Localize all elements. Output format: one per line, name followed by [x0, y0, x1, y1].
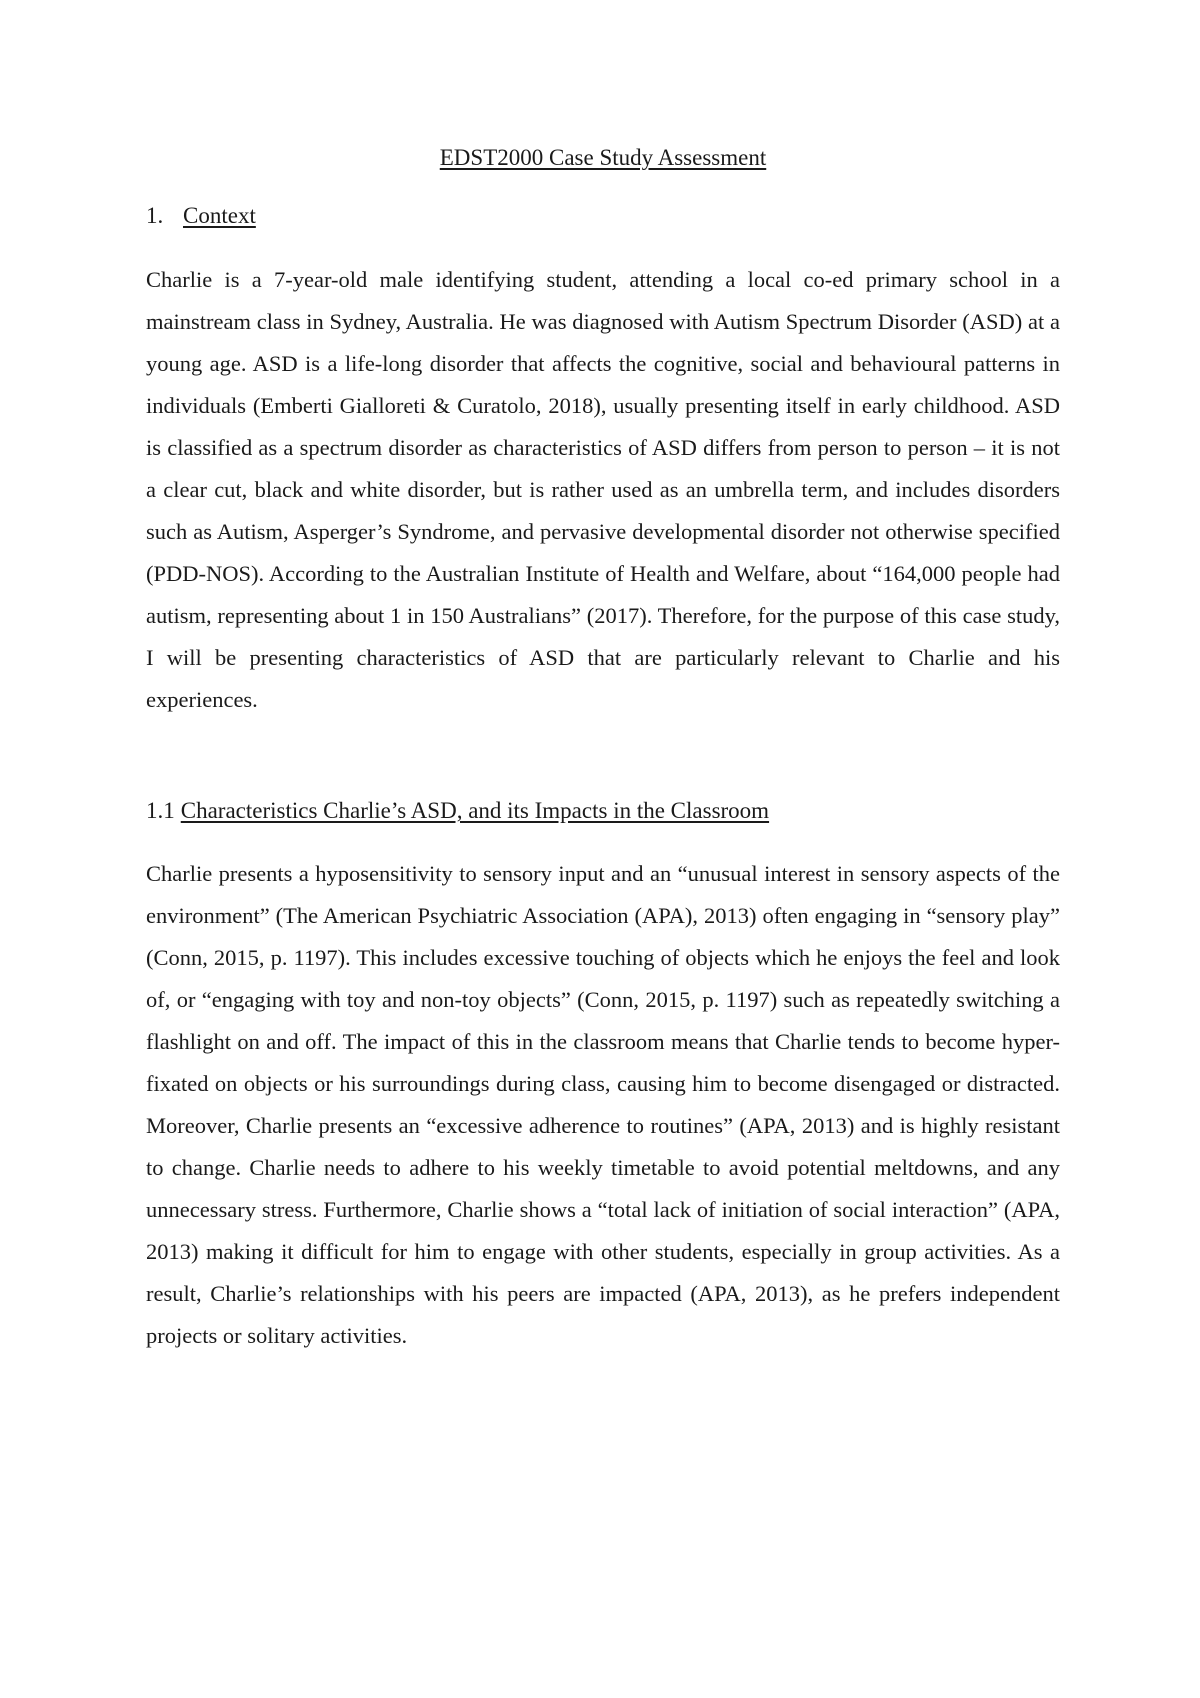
section-heading-context — [146, 201, 256, 231]
document-title: EDST2000 Case Study Assessment — [439, 145, 767, 170]
section-number: 1. — [146, 203, 164, 228]
context-paragraph: Charlie is a 7-year-old male identifying student, attending a local co-ed primary school in a mainstream class in Sydney, Australia. He was diagnosed with Autism Spectrum Disorder (ASD) at a young age. ASD is a life-long disorder that affects the cognitive, social and behavioural patterns in individuals (Emberti Gialloreti & Curatolo, 2018), usually presenting itself in early childhood. ASD is classified as a spectrum disorder as characteristics of ASD differs from person to person – it is not a clear cut, black and white disorder, but is rather used as an umbrella term, and includes disorders such as Autism, Asperger’s Syndrome, and pervasive developmental disorder not otherwise specified (PDD-NOS). According to the Australian Institute of Health and Welfare, about “164,000 people had autism, representing about 1 in 150 Australians” (2017). Therefore, for the purpose of this case study, I will be presenting characteristics of ASD that are particularly relevant to Charlie and his experiences. — [146, 267, 1060, 712]
section-heading-text: Characteristics Charlie’s ASD, and its Impacts in the Classroom — [180, 798, 770, 823]
section-heading-characteristics — [146, 796, 769, 826]
section-number: 1.1 — [146, 798, 175, 823]
section-heading-text: Context — [183, 203, 256, 228]
characteristics-paragraph: Charlie presents a hyposensitivity to sensory input and an “unusual interest in sensory aspects of the environment” (The American Psychiatric Association (APA), 2013) often engaging in “sensory play” (Conn, 2015, p. 1197). This includes excessive touching of objects which he enjoys the feel and look of, or “engaging with toy and non-toy objects” (Conn, 2015, p. 1197) such as repeatedly switching a flashlight on and off. The impact of this in the classroom means that Charlie tends to become hyper-fixated on objects or his surroundings during class, causing him to become disengaged or distracted. Moreover, Charlie presents an “excessive adherence to routines” (APA, 2013) and is highly resistant to change. Charlie needs to adhere to his weekly timetable to avoid potential meltdowns, and any unnecessary stress. Furthermore, Charlie shows a “total lack of initiation of social interaction” (APA, 2013) making it difficult for him to engage with other students, especially in group activities. As a result, Charlie’s relationships with his peers are impacted (APA, 2013), as he prefers independent projects or solitary activities. — [146, 861, 1060, 1348]
